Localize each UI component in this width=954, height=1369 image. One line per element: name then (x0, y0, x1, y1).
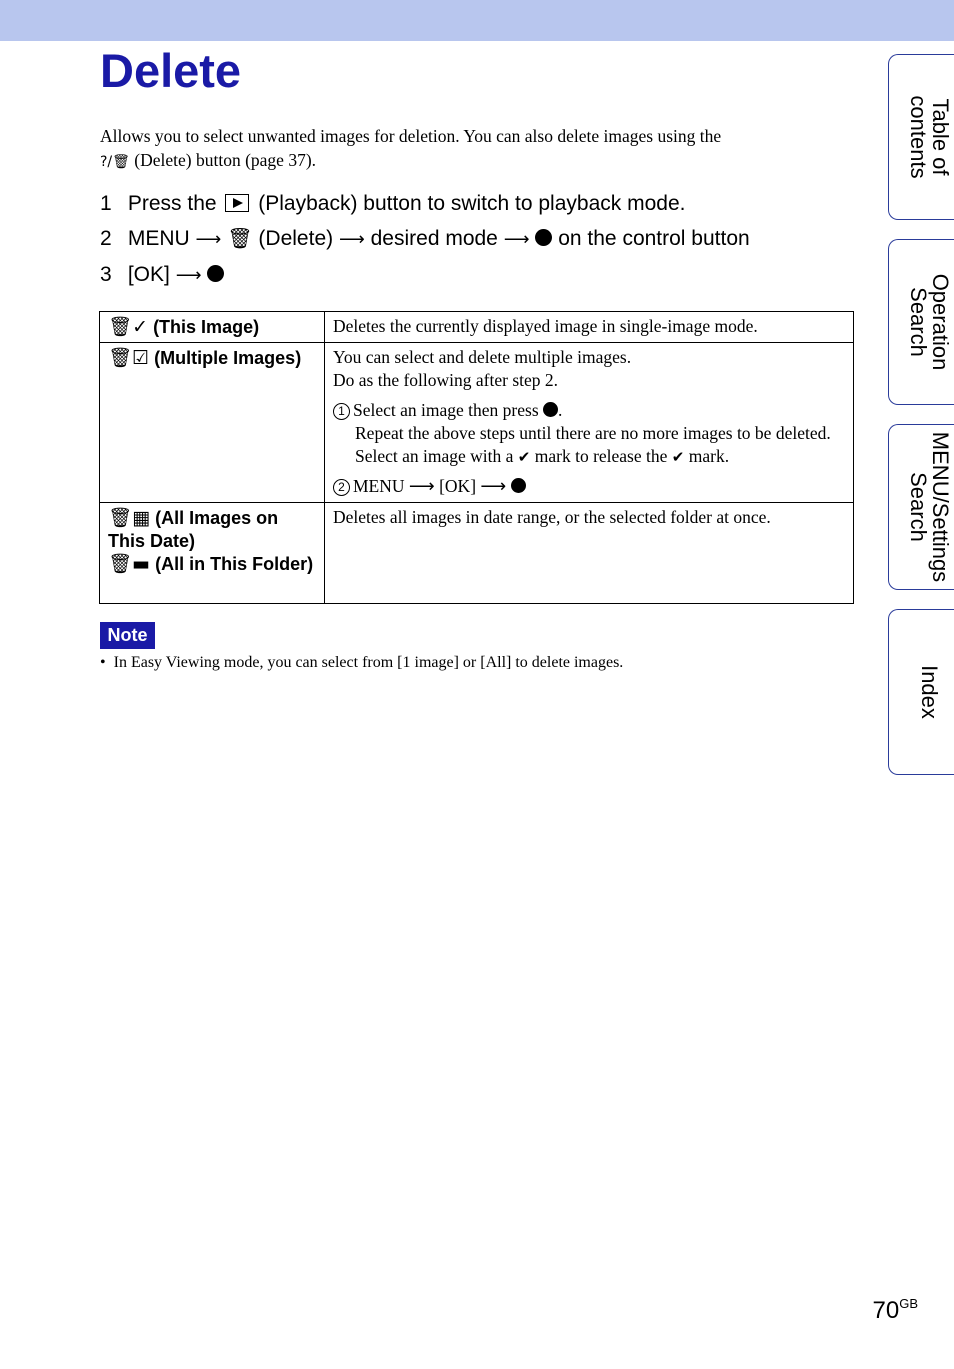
mode-description: Deletes all images in date range, or the selected folder at once. (325, 503, 854, 604)
step-1 (100, 186, 860, 221)
table-row (100, 503, 854, 604)
tab-table-of-contents[interactable] (888, 54, 954, 220)
tab-operation-search[interactable] (888, 239, 954, 405)
intro-text-2: (Delete) button (page 37). (134, 150, 317, 170)
help-delete-icon: ?/🗑 (100, 154, 130, 170)
mode-label: (All in This Folder) (155, 554, 314, 574)
tab-label: Operation Search (905, 273, 953, 371)
bullet: • (100, 654, 106, 671)
trash-icon: 🗑 (227, 226, 253, 250)
description-line: Do as the following after step 2. (333, 370, 559, 390)
step-text: MENU (127, 227, 190, 250)
trash-multi-icon: 🗑☑ (108, 347, 150, 369)
mode-label: (Multiple Images) (154, 348, 302, 368)
sub-step-detail (333, 422, 845, 469)
center-button-icon (543, 402, 558, 417)
delete-modes-table (99, 311, 854, 604)
step-number: 1 (100, 192, 112, 215)
step-text: Press the (127, 192, 217, 215)
sub-step-text: [OK] (439, 476, 477, 496)
sub-step-text: mark to release the (534, 446, 668, 466)
note-text: In Easy Viewing mode, you can select from [1 image] or [All] to delete images. (113, 654, 624, 671)
mode-description-cell (325, 343, 854, 503)
table-row (100, 312, 854, 343)
sub-step-text: Select an image then press (353, 400, 539, 420)
trash-folder-icon: 🗑▬ (108, 553, 151, 575)
description-line: You can select and delete multiple images. (333, 347, 632, 367)
table-row (100, 343, 854, 503)
mode-label: (This Image) (153, 317, 260, 337)
mode-label-cell (100, 503, 325, 604)
mode-description: Deletes the currently displayed image in single-image mode. (325, 312, 854, 343)
playback-icon (225, 194, 249, 212)
step-text: (Delete) (258, 227, 334, 250)
top-color-bar (0, 0, 954, 41)
arrow-right-icon: ⟶ (195, 229, 222, 250)
sub-step-text: mark. (688, 446, 730, 466)
tab-label: Index (916, 665, 942, 719)
arrow-right-icon: ⟶ (408, 476, 435, 497)
step-text: on the control button (558, 227, 750, 250)
step-2 (100, 221, 860, 257)
step-3 (100, 257, 860, 293)
trash-calendar-icon: 🗑▦ (108, 507, 151, 529)
page-suffix: GB (899, 1296, 918, 1311)
tab-menu-settings-search[interactable] (888, 424, 954, 590)
tab-label: Table of contents (905, 95, 953, 179)
sub-step-1: 1 Select an image then press . (333, 399, 845, 422)
note-item (100, 652, 860, 674)
sub-step-text: Repeat the above steps until there are no more images to be deleted. Select an image with a (355, 423, 831, 466)
step-text: (Playback) button to switch to playback mode. (258, 192, 686, 215)
center-button-icon (511, 478, 526, 493)
step-number: 2 (100, 227, 112, 250)
circled-number: 2 (333, 479, 350, 496)
circled-number: 1 (333, 403, 350, 420)
step-text: [OK] (127, 263, 170, 286)
intro-text-1: Allows you to select unwanted images for deletion. You can also delete images using the (100, 126, 722, 146)
mode-label: (All Images on This Date) (108, 508, 279, 551)
trash-check-icon: 🗑✓ (108, 316, 149, 338)
mode-label-cell (100, 343, 325, 503)
step-text: desired mode (370, 227, 498, 250)
mode-label-cell (100, 312, 325, 343)
arrow-right-icon: ⟶ (338, 229, 365, 250)
center-button-icon (535, 229, 552, 246)
sub-step-text: MENU (353, 476, 405, 496)
arrow-right-icon: ⟶ (175, 265, 202, 286)
intro-paragraph (100, 124, 840, 174)
sub-step-2 (333, 475, 845, 498)
page-number: $70^{GB}$ (872, 1296, 918, 1324)
arrow-right-icon: ⟶ (480, 476, 507, 497)
center-button-icon (207, 265, 224, 282)
note-badge: Note (100, 622, 155, 649)
arrow-right-icon: ⟶ (503, 229, 530, 250)
step-number: 3 (100, 263, 112, 286)
steps-list (100, 186, 860, 293)
tab-label: MENU/Settings Search (905, 431, 953, 583)
tab-index[interactable] (888, 609, 954, 775)
check-mark-icon: ✔ (671, 448, 685, 466)
page-title: Delete (100, 44, 242, 97)
check-mark-icon: ✔ (517, 448, 531, 466)
